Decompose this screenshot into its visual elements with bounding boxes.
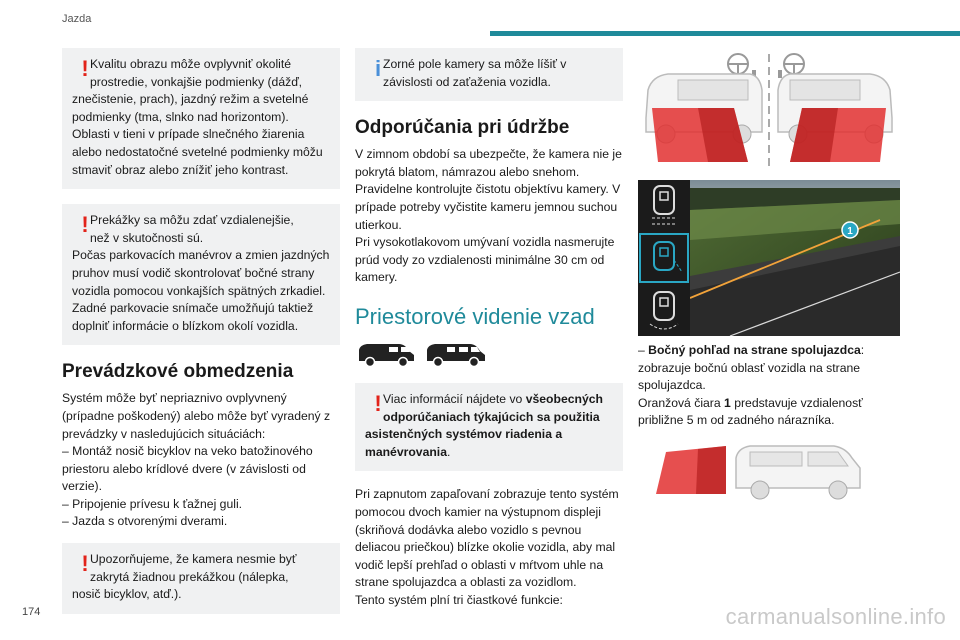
side-view-zone-diagram — [638, 440, 900, 506]
paragraph: Pravidelne kontrolujte čistotu objektívu kamery. V prípade potreby vyčistite kameru jemnou suchou utierkou. — [355, 182, 621, 232]
item-text: predstavuje vzdialenosť približne 5 m od zadného nárazníka. — [638, 395, 863, 428]
section-name: Jazda — [62, 13, 92, 25]
paragraph: Tento systém plní tri čiastkové funkcie: — [355, 592, 563, 607]
note-text: nosič bicyklov, atď.). — [72, 587, 182, 602]
note-text: než v skutočnosti sú. — [90, 230, 204, 245]
note-text: závislosti od zaťaženia vozidla. — [383, 74, 551, 89]
warning-note-camera-cover — [62, 543, 340, 614]
section-title-rear-vision: Priestorové videnie vzad — [355, 303, 595, 329]
note-text-bold: asistenčných systémov riadenia a manévrovania — [365, 427, 563, 459]
note-text: znečistenie, prach), jazdný režim a svetelné podmienky (tma, slnko nad horizontom). Oblasti v tieni v prípade slnečného žiarenia alebo nedostatočné svetelné podmienky môžu stmaviť obraz alebo znížiť jeho kontrast. — [72, 92, 323, 177]
watermark: carmanualsonline.info — [725, 604, 946, 629]
list-item: – Pripojenie prívesu k ťažnej guli. — [62, 496, 243, 511]
page-number: 174 — [22, 606, 41, 618]
camera-side-view — [690, 180, 900, 336]
marker-callout-label: 1 — [847, 226, 853, 237]
item-text: Oranžová čiara — [638, 395, 725, 410]
column-left — [62, 48, 340, 629]
view-mode-sidebar — [638, 180, 690, 336]
van-side-illustration — [736, 446, 860, 499]
section-title-maintenance: Odporúčania pri údržbe — [355, 117, 570, 139]
list-item: – Jazda s otvorenými dverami. — [62, 514, 228, 529]
maintenance-text — [355, 146, 623, 287]
paragraph: Pri zapnutom zapaľovaní zobrazuje tento systém pomocou dvoch kamier na výstupnom displeji (skriňová dodávka alebo vozidlo s pevnou deliacou priečkou) blízke okolie vozidla, aby mal vodič lepší prehľad o oblasti v mŕtvom uhle na strane spolujazdca a oblasti za vozidlom. — [355, 487, 619, 590]
warning-icon: ! — [81, 212, 89, 238]
info-icon: i — [374, 56, 382, 81]
paragraph: Pri vysokotlakovom umývaní vozidla nasmerujte prúd vody zo vzdialenosti minimálne 30 cm od kamery. — [355, 235, 615, 285]
paragraph: V zimnom období sa ubezpečte, že kamera nie je pokrytá blatom, námrazou alebo snehom. — [355, 147, 622, 179]
note-text-bold: všeobecných — [525, 391, 603, 406]
side-view-mode-icon — [654, 242, 682, 272]
camera-coverage-diagram — [638, 50, 900, 168]
note-text: . — [446, 444, 451, 459]
info-note-field-of-view — [355, 48, 623, 101]
note-text-bold: odporúčaniach týkajúcich sa použitia — [383, 409, 600, 424]
note-text: Zorné pole kamery sa môže líšiť v — [383, 57, 567, 71]
camera-display-screenshot — [638, 180, 900, 336]
warning-icon: ! — [81, 551, 89, 577]
note-text: Zadné parkovacie snímače umožňujú taktiež doplniť informácie o blízkom okolí vozidla. — [72, 301, 314, 333]
note-text: prostredie, vonkajšie podmienky (dážď, — [90, 74, 303, 89]
van-long-icon — [425, 339, 487, 369]
warning-note-more-info — [355, 383, 623, 471]
section-title-limitations: Prevádzkové obmedzenia — [62, 361, 294, 383]
paragraph: Systém môže byť nepriaznivo ovplyvnený (prípadne poškodený) alebo môže byť vyradený z prevádzky v nasledujúcich situáciách: — [62, 391, 331, 441]
item-text-bold: 1 — [724, 395, 731, 410]
item-title: Bočný pohľad na strane spolujazdca — [648, 343, 861, 357]
note-text: Počas parkovacích manévrov a zmien jazdných pruhov musí vodič skontrolovať bočné strany vozidla pomocou vonkajších spätných zrkadiel. — [72, 248, 330, 298]
list-item: – Montáž nosič bicyklov na veko batožinového priestoru alebo krídlové dvere (v závislosti od verzie). — [62, 444, 313, 494]
warning-icon: ! — [81, 56, 89, 81]
rear-view-mode-icon — [652, 186, 676, 224]
side-view-description — [638, 342, 900, 430]
van-short-icon — [355, 339, 417, 369]
column-middle — [355, 48, 623, 609]
note-text: zakrytá žiadnou prekážkou (nálepka, — [90, 569, 289, 584]
warning-note-image-quality — [62, 48, 340, 189]
note-text: Prekážky sa môžu zdať vzdialenejšie, — [90, 213, 294, 228]
surround-view-mode-icon — [650, 292, 678, 329]
warning-note-obstacles — [62, 204, 340, 345]
system-description — [355, 486, 623, 609]
header-accent-bar — [490, 31, 960, 36]
item-text: zobrazuje bočnú oblasť vozidla na strane spolujazdca. — [638, 360, 861, 393]
list-dash: – — [638, 343, 649, 357]
vehicle-icons — [355, 339, 623, 369]
note-text: Kvalitu obrazu môže ovplyvniť okolité — [90, 57, 292, 71]
note-text: Upozorňujeme, že kamera nesmie byť — [90, 552, 297, 567]
page-header — [0, 0, 960, 40]
column-right — [638, 48, 900, 506]
limitations-text — [62, 390, 340, 531]
item-colon: : — [860, 343, 865, 357]
warning-icon: ! — [374, 390, 382, 416]
note-text: Viac informácií nájdete vo — [383, 391, 526, 406]
